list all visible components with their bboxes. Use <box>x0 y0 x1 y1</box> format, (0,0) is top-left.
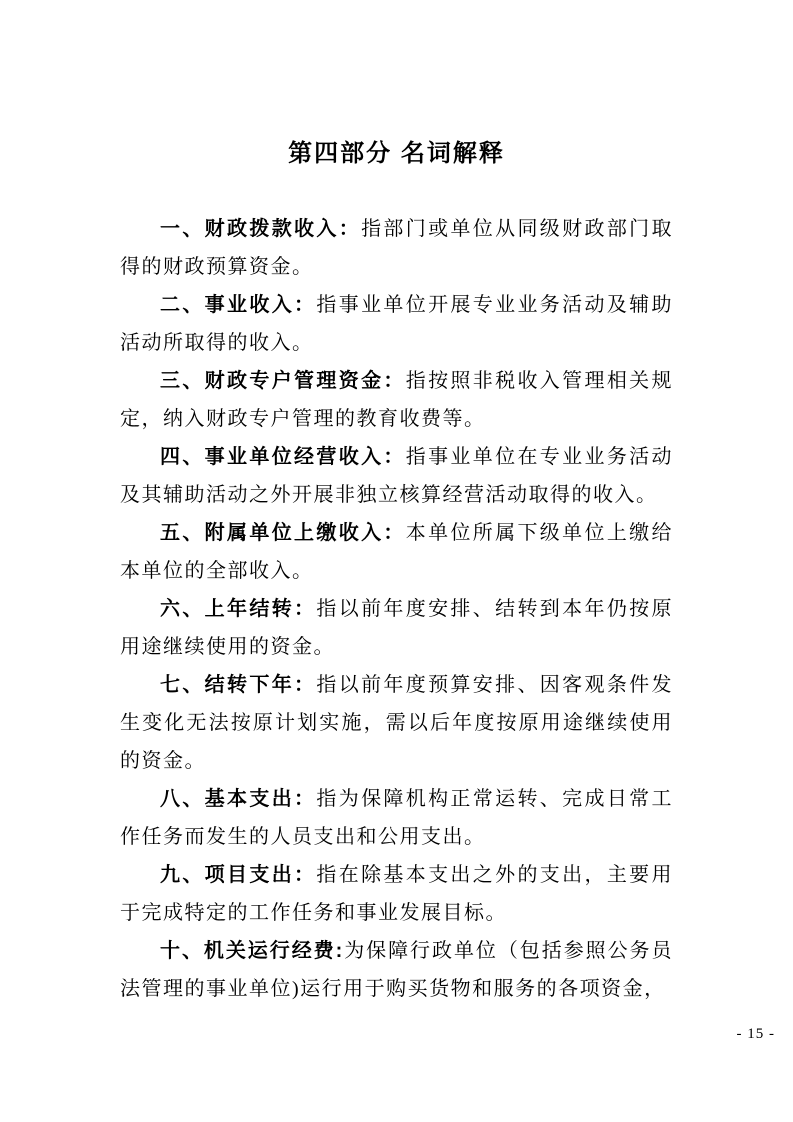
definition-paragraph <box>120 590 673 666</box>
page-number: - 15 - <box>736 1026 775 1042</box>
definition-paragraph <box>120 210 673 286</box>
definition-paragraph <box>120 856 673 932</box>
definition-term: 一、财政拨款收入： <box>160 218 362 240</box>
definition-term: 二、事业收入： <box>160 294 317 316</box>
definition-paragraph <box>120 362 673 438</box>
definition-term: 六、上年结转： <box>160 598 317 620</box>
definition-text: 为保障行政单位（包括参照公务员法管理的事业单位)运行用于购买货物和服务的各项资金， <box>120 940 674 1000</box>
document-content <box>120 138 673 1008</box>
definition-paragraph <box>120 514 673 590</box>
definition-paragraph <box>120 932 673 1008</box>
definition-term: 九、项目支出： <box>160 864 317 886</box>
definition-term: 四、事业单位经营收入： <box>160 446 406 468</box>
definition-paragraph <box>120 666 673 780</box>
definition-paragraph <box>120 286 673 362</box>
definition-paragraph <box>120 438 673 514</box>
definition-term: 三、财政专户管理资金： <box>160 370 406 392</box>
definition-paragraph <box>120 780 673 856</box>
definition-text: 指按照非税收入管理相关规定，纳入财政专户管理的教育收费等。 <box>120 370 673 430</box>
page-title: 第四部分 名词解释 <box>288 140 505 167</box>
definition-text: 指以前年度安排、结转到本年仍按原用途继续使用的资金。 <box>120 598 674 658</box>
definition-term: 七、结转下年： <box>160 674 317 696</box>
definition-text: 指部门或单位从同级财政部门取得的财政预算资金。 <box>120 218 674 278</box>
definition-text: 指事业单位在专业业务活动及其辅助活动之外开展非独立核算经营活动取得的收入。 <box>120 446 673 506</box>
definition-term: 五、附属单位上缴收入： <box>160 522 406 544</box>
definition-text: 指在除基本支出之外的支出，主要用于完成特定的工作任务和事业发展目标。 <box>120 864 674 924</box>
definition-term: 十、机关运行经费: <box>160 940 344 962</box>
definition-term: 八、基本支出： <box>160 788 317 810</box>
definition-text: 本单位所属下级单位上缴给本单位的全部收入。 <box>120 522 673 582</box>
definition-text: 指为保障机构正常运转、完成日常工作任务而发生的人员支出和公用支出。 <box>120 788 674 848</box>
definition-text: 指以前年度预算安排、因客观条件发生变化无法按原计划实施，需以后年度按原用途继续使用的资金。 <box>120 674 674 772</box>
definition-text: 指事业单位开展专业业务活动及辅助活动所取得的收入。 <box>120 294 674 354</box>
